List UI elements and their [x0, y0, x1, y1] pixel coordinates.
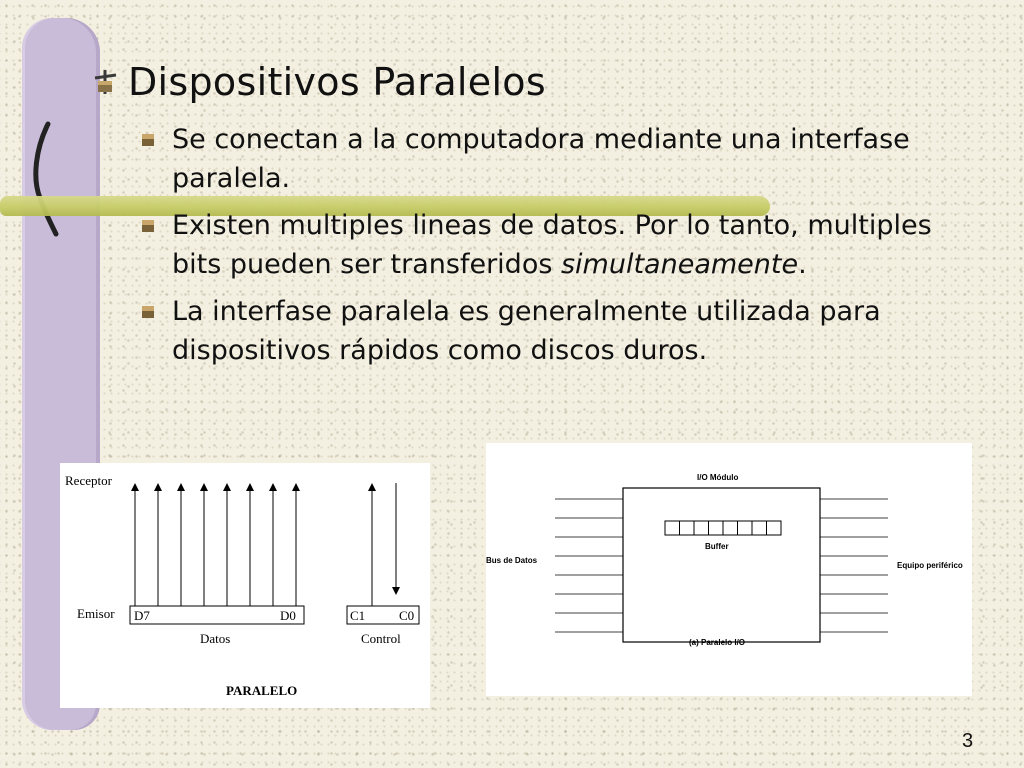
- bullet-list: [140, 120, 940, 378]
- buffer-cells: [665, 521, 781, 535]
- page-title: Dispositivos Paralelos: [128, 60, 546, 104]
- receptor-label: Receptor: [65, 473, 112, 488]
- io-module-diagram: [486, 443, 972, 696]
- buffer-label: Buffer: [705, 542, 729, 551]
- bullet-icon: [140, 304, 156, 320]
- data-high-label: D7: [134, 608, 150, 623]
- bullet-text: Se conectan a la computadora mediante una interfase paralela.: [172, 124, 910, 194]
- bus-lines: [555, 499, 888, 632]
- control-low-label: C0: [399, 608, 415, 623]
- bullet-text: La interfase paralela es generalmente utilizada para dispositivos rápidos como discos duros.: [172, 296, 881, 366]
- paralelo-diagram: [60, 463, 430, 708]
- equipo-periferico-label: Equipo periférico: [897, 561, 963, 570]
- data-line-arrows: [135, 487, 296, 606]
- buffer-cell: [680, 521, 695, 535]
- buffer-cell: [752, 521, 767, 535]
- bullet-item: [140, 206, 940, 284]
- datos-label: Datos: [200, 631, 231, 646]
- decorative-bracket-stroke: [26, 118, 66, 238]
- bullet-item: [140, 292, 940, 370]
- buffer-cell: [709, 521, 724, 535]
- io-diagram-caption: (a) Paralelo I/O: [689, 638, 746, 647]
- diagram-caption: PARALELO: [226, 683, 298, 698]
- control-label: Control: [361, 631, 401, 646]
- buffer-cell: [767, 521, 782, 535]
- emisor-label: Emisor: [77, 606, 115, 621]
- io-module-box: [623, 488, 820, 642]
- data-register-box: [130, 606, 304, 624]
- bullet-icon: [140, 132, 156, 148]
- buffer-cell: [665, 521, 680, 535]
- bullet-text-italic: simultaneamente: [560, 249, 799, 280]
- bullet-text-part: .: [798, 249, 807, 280]
- title-bullet-icon: [92, 68, 120, 96]
- bullet-item: [140, 120, 940, 198]
- buffer-cell: [694, 521, 709, 535]
- control-high-label: C1: [350, 608, 366, 623]
- bus-de-datos-label: Bus de Datos: [486, 556, 538, 565]
- page-number: 3: [962, 730, 974, 752]
- bullet-text-part: Existen multiples lineas de datos. Por lo tanto, multiples bits pueden ser transferidos: [172, 210, 932, 280]
- title-row: [92, 58, 546, 106]
- buffer-cell: [738, 521, 753, 535]
- bullet-icon: [140, 218, 156, 234]
- buffer-cell: [723, 521, 738, 535]
- data-low-label: D0: [280, 608, 296, 623]
- module-label: I/O Módulo: [697, 473, 739, 482]
- bullet-text: [172, 206, 940, 284]
